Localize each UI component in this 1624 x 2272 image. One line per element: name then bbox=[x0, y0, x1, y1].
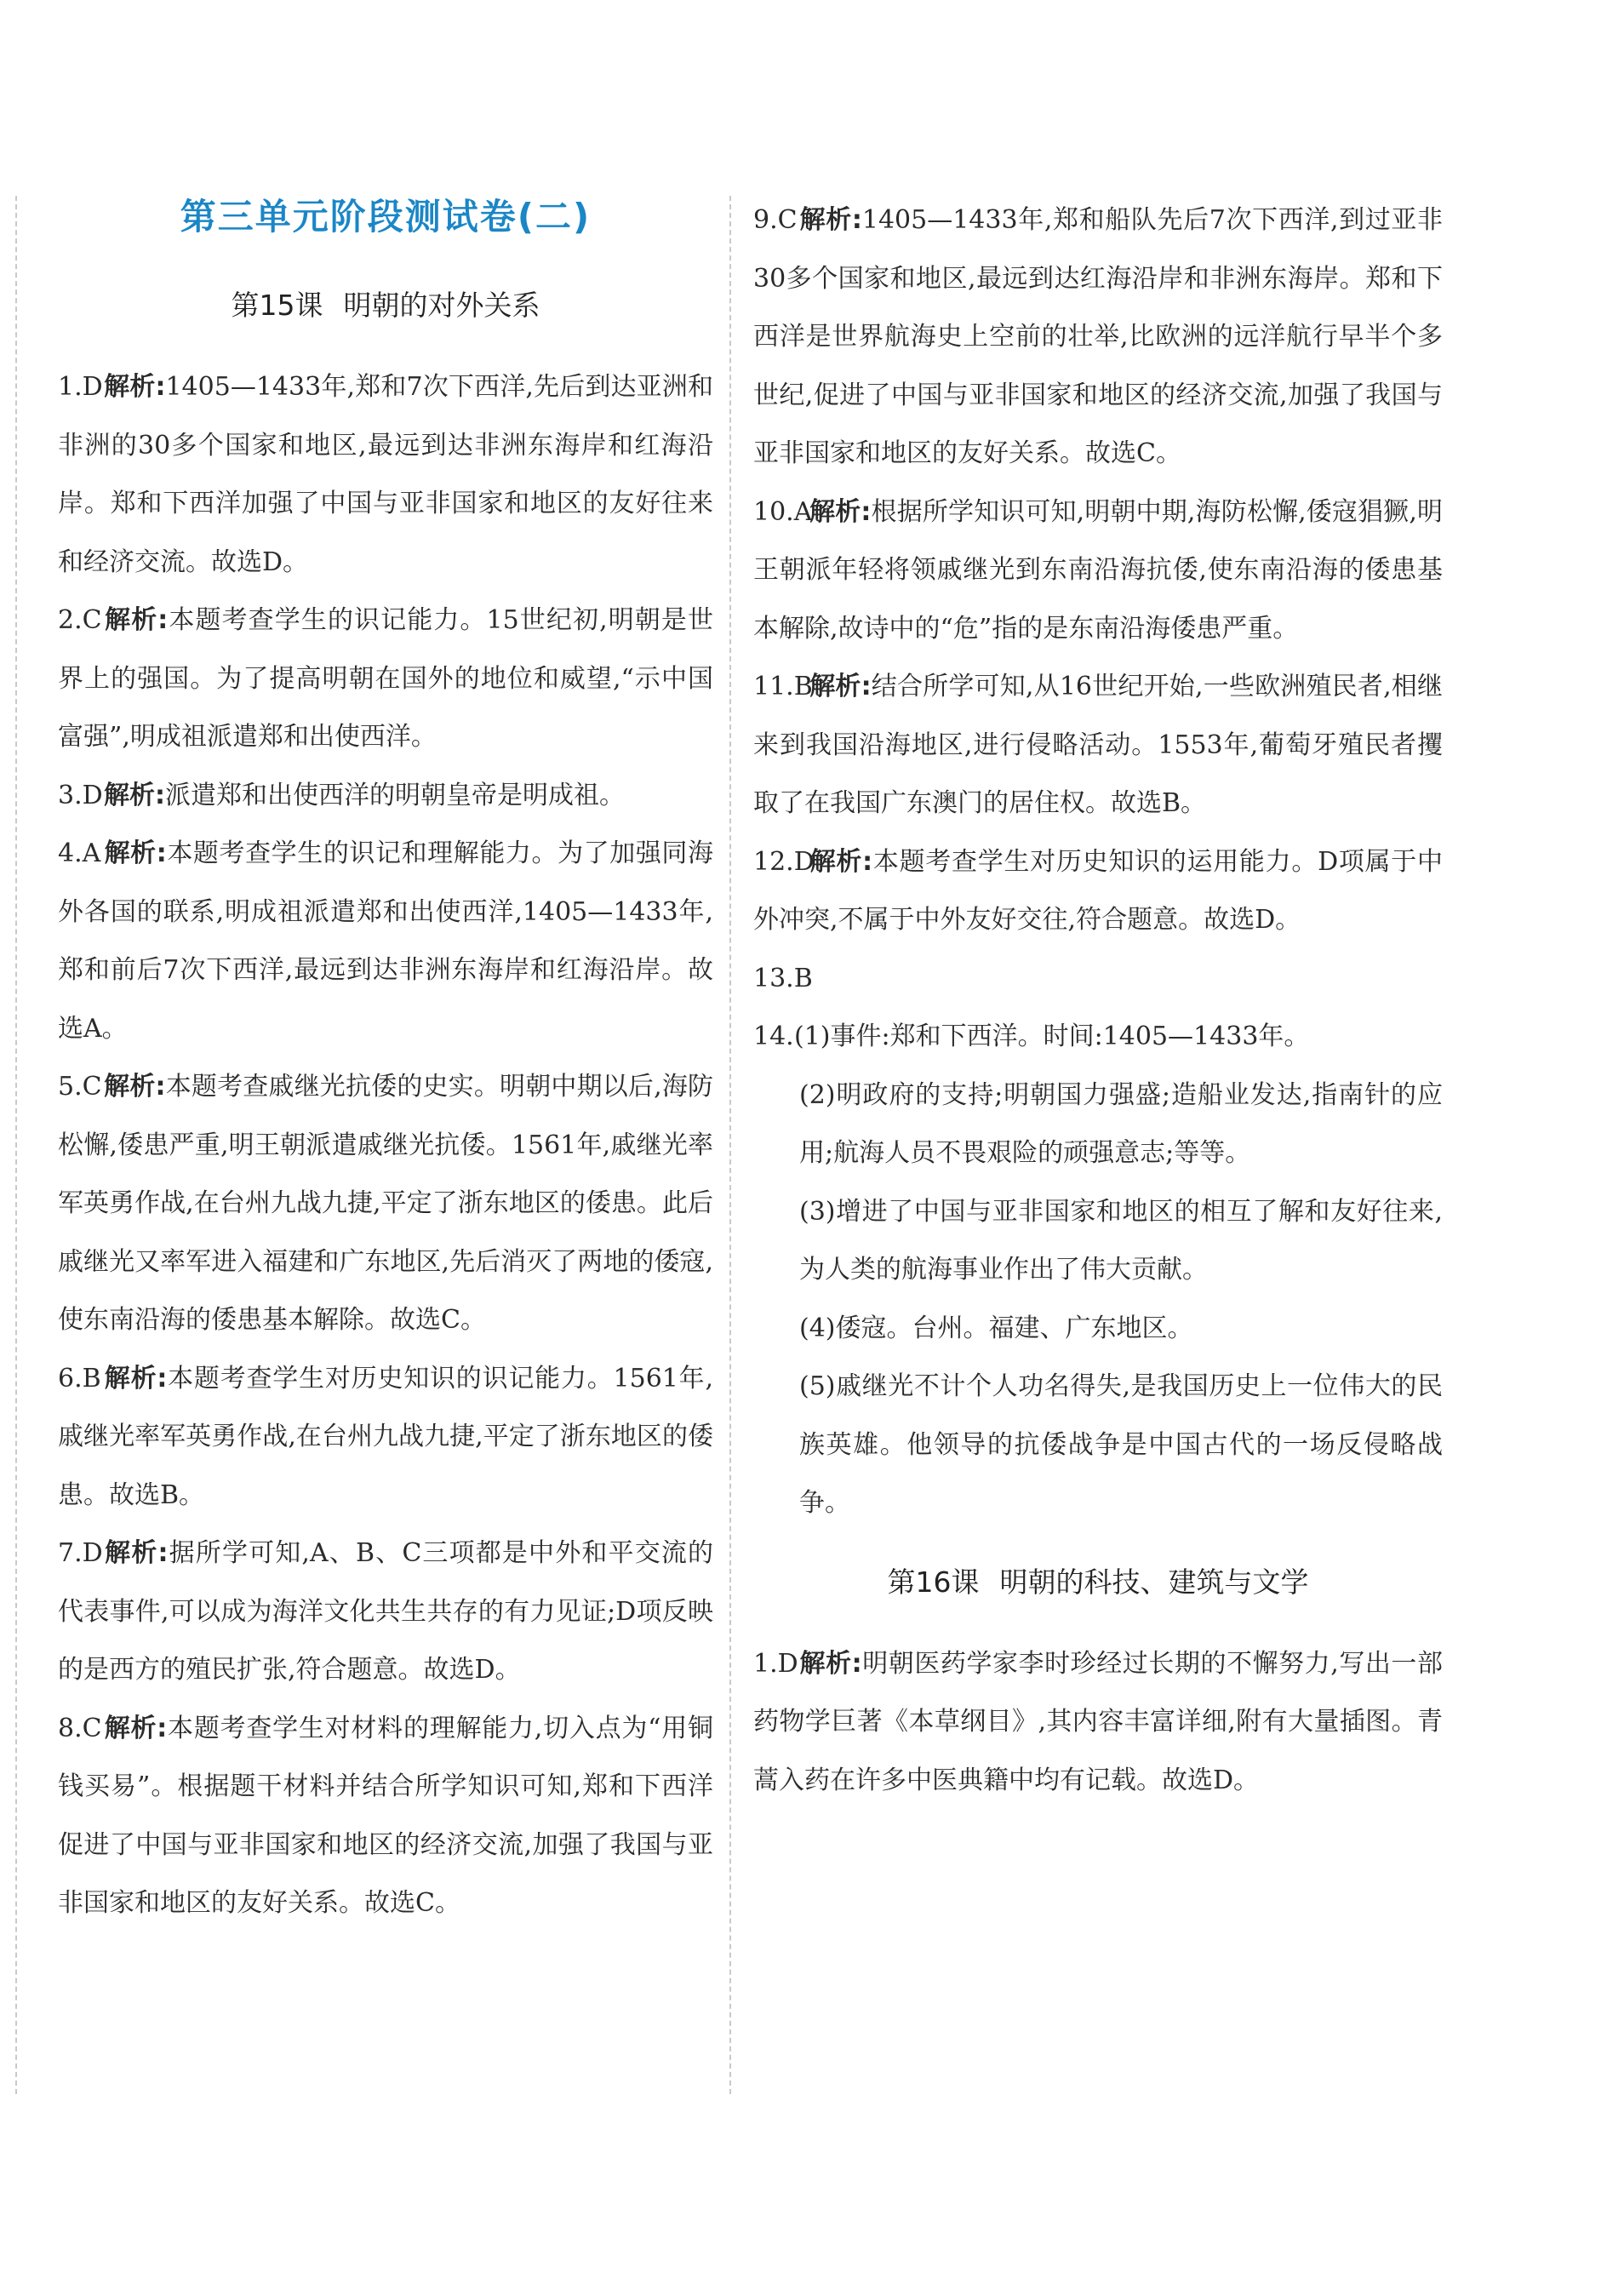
answer-text: 本题考查戚继光抗倭的史实。明朝中期以后,海防松懈,倭患严重,明王朝派遣戚继光抗倭。1561年,戚继光率军英勇作战,在台州九战九捷,平定了浙东地区的倭患。此后戚继光又率军进入福建和广东地区,先后消灭了两地的倭寇,使东南沿海的倭患基本解除。故选C。 bbox=[58, 1072, 714, 1335]
answer-number: 9.C bbox=[753, 205, 798, 235]
analysis-label: 解析: bbox=[104, 1072, 166, 1102]
answer-item-12 bbox=[753, 833, 1443, 950]
answer-number: 11.B bbox=[753, 672, 813, 701]
analysis-label: 解析: bbox=[104, 1538, 169, 1568]
answer-text: 本题考查学生对材料的理解能力,切入点为“用铜钱买易”。根据题干材料并结合所学知识可知,郑和下西洋促进了中国与亚非国家和地区的经济交流,加强了我国与亚非国家和地区的友好关系。故选C。 bbox=[58, 1713, 713, 1918]
answer-number: 3.D bbox=[58, 780, 103, 810]
right-column bbox=[753, 192, 1443, 1810]
q14-part-2: (2)明政府的支持;明朝国力强盛;造船业发达,指南针的应用;航海人员不畏艰险的顽强意志;等等。 bbox=[799, 1079, 1443, 1168]
answer-number: 14. bbox=[753, 1022, 794, 1051]
answer-item-10 bbox=[753, 484, 1443, 659]
answer-item-8 bbox=[58, 1700, 713, 1933]
answer-item-3 bbox=[58, 767, 713, 826]
answer-item-11 bbox=[753, 658, 1443, 833]
analysis-label: 解析: bbox=[104, 372, 166, 402]
answer-item-4 bbox=[58, 825, 713, 1058]
q14-part-3: (3)增进了中国与亚非国家和地区的相互了解和友好往来,为人类的航海事业作出了伟大贡献。 bbox=[799, 1196, 1443, 1285]
lesson16-number: 第16课 bbox=[887, 1565, 980, 1599]
lesson16-name: 明朝的科技、建筑与文学 bbox=[999, 1565, 1309, 1599]
unit-title: 第三单元阶段测试卷(二) bbox=[180, 196, 592, 238]
answer-item-1 bbox=[58, 358, 713, 592]
analysis-label: 解析: bbox=[799, 1648, 862, 1679]
column-divider bbox=[729, 196, 731, 2094]
left-margin-divider bbox=[15, 196, 17, 2094]
answer-number: 1.D bbox=[58, 372, 103, 402]
answer-item-14 bbox=[753, 1008, 1443, 1067]
lesson16-title bbox=[753, 1562, 1443, 1603]
answer-text: 派遣郑和出使西洋的明朝皇帝是明成祖。 bbox=[165, 780, 625, 810]
answer-text: 本题考查学生的识记能力。15世纪初,明朝是世界上的强国。为了提高明朝在国外的地位和威望,“示中国富强”,明成祖派遣郑和出使西洋。 bbox=[58, 605, 714, 752]
analysis-label: 解析: bbox=[799, 205, 862, 235]
lesson15-title bbox=[58, 285, 713, 326]
answer-number: 10.A bbox=[753, 496, 813, 527]
answer-item-2 bbox=[58, 592, 713, 767]
answer-text: 本题考查学生的识记和理解能力。为了加强同海外各国的联系,明成祖派遣郑和出使西洋,1405—1433年,郑和前后7次下西洋,最远到达非洲东海岸和红海沿岸。故选A。 bbox=[58, 838, 713, 1044]
lesson15-number: 第15课 bbox=[231, 289, 323, 322]
analysis-label: 解析: bbox=[809, 846, 873, 877]
answer-number: 7.D bbox=[58, 1538, 103, 1568]
answer-item-7 bbox=[58, 1525, 713, 1700]
lesson16-answer-item-1 bbox=[753, 1635, 1443, 1811]
answer-text: 本题考查学生对历史知识的识记能力。1561年,戚继光率军英勇作战,在台州九战九捷,平定了浙东地区的倭患。故选B。 bbox=[58, 1363, 713, 1510]
answer-number: 2.C bbox=[58, 605, 102, 635]
q14-part-5: (5)戚继光不计个人功名得失,是我国历史上一位伟大的民族英雄。他领导的抗倭战争是中国古代的一场反侵略战争。 bbox=[799, 1371, 1443, 1518]
answer-item-5 bbox=[58, 1058, 713, 1350]
lesson15-name: 明朝的对外关系 bbox=[343, 289, 540, 322]
answer-number: 1.D bbox=[753, 1648, 798, 1679]
answer-number: 6.B bbox=[58, 1363, 101, 1394]
answer-text: 据所学可知,A、B、C三项都是中外和平交流的代表事件,可以成为海洋文化共生共存的有力见证;D项反映的是西方的殖民扩张,符合题意。故选D。 bbox=[58, 1538, 714, 1685]
analysis-label: 解析: bbox=[809, 672, 872, 701]
q14-part-4: (4)倭寇。台州。福建、广东地区。 bbox=[799, 1313, 1193, 1343]
answer-item-13 bbox=[753, 950, 1443, 1009]
analysis-label: 解析: bbox=[104, 1363, 168, 1394]
answer-item-6 bbox=[58, 1350, 713, 1525]
answer-item-9 bbox=[753, 192, 1443, 484]
answer-text: 1405—1433年,郑和船队先后7次下西洋,到过亚非30多个国家和地区,最远到达红海沿岸和非洲东海岸。郑和下西洋是世界航海史上空前的壮举,比欧洲的远洋航行早半个多世纪,促进了中国与亚非国家和地区的经济交流,加强了我国与亚非国家和地区的友好关系。故选C。 bbox=[753, 205, 1443, 468]
analysis-label: 解析: bbox=[104, 605, 169, 635]
answer-text: 结合所学可知,从16世纪开始,一些欧洲殖民者,相继来到我国沿海地区,进行侵略活动。1553年,葡萄牙殖民者攫取了在我国广东澳门的居住权。故选B。 bbox=[753, 672, 1443, 818]
answer-text: 1405—1433年,郑和7次下西洋,先后到达亚洲和非洲的30多个国家和地区,最远到达非洲东海岸和红海沿岸。郑和下西洋加强了中国与亚非国家和地区的友好往来和经济交流。故选D。 bbox=[58, 372, 713, 577]
answer-number: 13.B bbox=[753, 963, 813, 993]
answer-number: 8.C bbox=[58, 1713, 102, 1743]
left-column bbox=[58, 192, 713, 1933]
answer-text: 本题考查学生对历史知识的运用能力。D项属于中外冲突,不属于中外友好交往,符合题意。故选D。 bbox=[753, 846, 1443, 935]
answer-text: 明朝医药学家李时珍经过长期的不懈努力,写出一部药物学巨著《本草纲目》,其内容丰富详细,附有大量插图。青蒿入药在许多中医典籍中均有记载。故选D。 bbox=[753, 1648, 1443, 1795]
q14-part-1: (1)事件:郑和下西洋。时间:1405—1433年。 bbox=[794, 1022, 1310, 1051]
answer-text: 根据所学知识可知,明朝中期,海防松懈,倭寇猖獗,明王朝派年轻将领戚继光到东南沿海抗倭,使东南沿海的倭患基本解除,故诗中的“危”指的是东南沿海倭患严重。 bbox=[753, 496, 1443, 644]
answer-number: 12.D bbox=[753, 846, 815, 877]
analysis-label: 解析: bbox=[104, 780, 165, 810]
analysis-label: 解析: bbox=[104, 1713, 168, 1743]
answer-number: 4.A bbox=[58, 838, 101, 868]
analysis-label: 解析: bbox=[104, 838, 167, 868]
analysis-label: 解析: bbox=[809, 496, 872, 527]
answer-number: 5.C bbox=[58, 1072, 102, 1102]
